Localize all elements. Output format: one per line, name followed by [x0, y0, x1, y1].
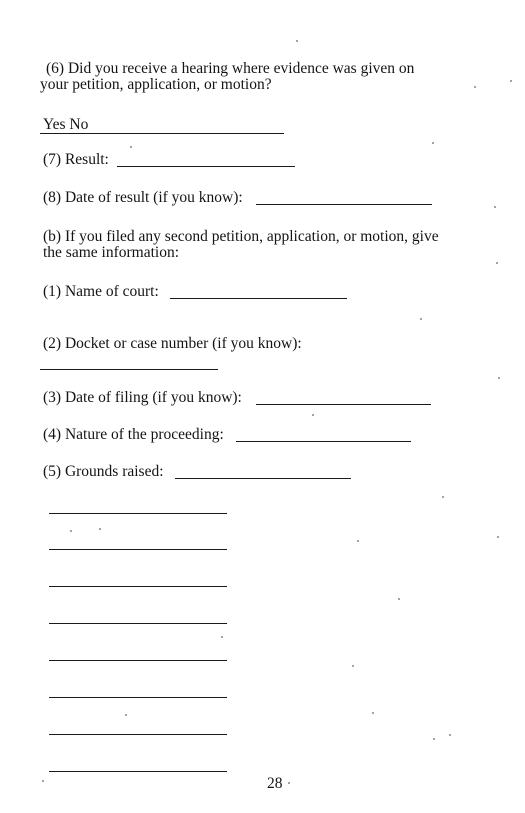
date-of-filing-answer-line[interactable] — [256, 404, 431, 405]
scan-speck — [125, 714, 127, 716]
scan-speck — [498, 377, 500, 379]
scan-speck — [357, 540, 359, 542]
scan-speck — [420, 318, 422, 320]
date-of-result-answer-line[interactable] — [256, 204, 432, 205]
scan-speck — [312, 414, 314, 416]
question-6-line-1: (6) Did you receive a hearing where evidence was given on — [46, 60, 415, 77]
grounds-line-2[interactable] — [49, 549, 227, 550]
result-answer-line[interactable] — [117, 166, 295, 167]
scan-speck — [433, 738, 435, 740]
scan-speck — [288, 782, 290, 784]
page-number: 28 — [267, 775, 283, 792]
scan-speck — [510, 80, 512, 82]
question-8-date-label: (8) Date of result (if you know): — [43, 189, 243, 206]
second-1-name-of-court-label: (1) Name of court: — [43, 283, 159, 300]
grounds-line-4[interactable] — [49, 623, 227, 624]
section-b-line-1: (b) If you filed any second petition, application, or motion, give — [43, 228, 439, 245]
section-b-line-2: the same information: — [43, 244, 180, 261]
scan-speck — [372, 712, 374, 714]
yes-no-label: Yes No — [43, 116, 89, 133]
scan-speck — [130, 146, 132, 148]
scan-speck — [42, 780, 44, 782]
second-4-nature-label: (4) Nature of the proceeding: — [43, 426, 224, 443]
scan-speck — [352, 665, 354, 667]
scan-speck — [70, 530, 72, 532]
scan-speck — [494, 206, 496, 208]
question-7-result-label: (7) Result: — [43, 151, 109, 168]
second-5-grounds-label: (5) Grounds raised: — [43, 463, 164, 480]
second-3-date-of-filing-label: (3) Date of filing (if you know): — [43, 389, 242, 406]
second-2-docket-label: (2) Docket or case number (if you know): — [43, 335, 302, 352]
scan-speck — [432, 142, 434, 144]
grounds-line-5[interactable] — [49, 660, 227, 661]
scan-speck — [474, 86, 476, 88]
scan-speck — [449, 734, 451, 736]
name-of-court-answer-line[interactable] — [170, 298, 347, 299]
grounds-raised-answer-line[interactable] — [175, 478, 351, 479]
grounds-line-1[interactable] — [49, 513, 227, 514]
scan-speck — [496, 262, 498, 264]
scan-speck — [221, 636, 223, 638]
scan-speck — [398, 598, 400, 600]
scan-speck — [99, 528, 101, 530]
grounds-line-7[interactable] — [49, 734, 227, 735]
nature-of-proceeding-answer-line[interactable] — [236, 441, 411, 442]
grounds-line-8[interactable] — [49, 771, 227, 772]
grounds-line-6[interactable] — [49, 697, 227, 698]
yes-no-answer-line[interactable] — [40, 133, 284, 134]
scan-speck — [296, 40, 298, 42]
question-6-line-2: your petition, application, or motion? — [40, 76, 272, 93]
scan-speck — [497, 536, 499, 538]
scan-speck — [442, 496, 444, 498]
docket-number-answer-line[interactable] — [40, 369, 218, 370]
grounds-line-3[interactable] — [49, 586, 227, 587]
